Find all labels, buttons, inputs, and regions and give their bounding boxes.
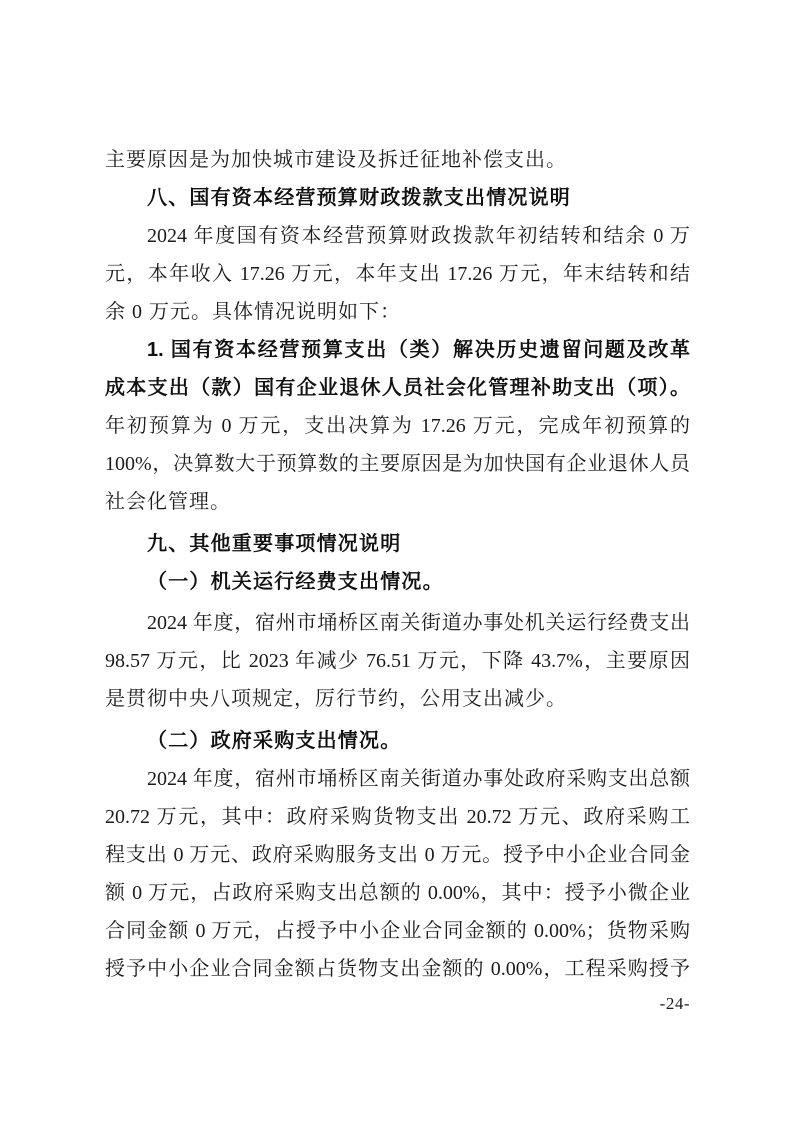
body-text-line: 98.57 万元，比 2023 年减少 76.51 万元，下降 43.7%，主要原因: [105, 650, 690, 672]
body-text-line: 20.72 万元，其中：政府采购货物支出 20.72 万元、政府采购工: [105, 806, 690, 828]
section-heading: 八、国有资本经营预算财政拨款支出情况说明: [147, 187, 571, 209]
body-text-line: 是贯彻中央八项规定，厉行节约，公用支出减少。: [105, 688, 567, 710]
section-heading: 九、其他重要事项情况说明: [147, 533, 402, 555]
body-text-line: 授予中小企业合同金额占货物支出金额的 0.00%，工程采购授予: [105, 958, 690, 980]
body-text-line: 额 0 万元，占政府采购支出总额的 0.00%，其中：授予小微企业: [105, 882, 690, 904]
body-text-line: 年初预算为 0 万元，支出决算为 17.26 万元，完成年初预算的: [105, 415, 690, 437]
body-text-line: 合同金额 0 万元，占授予中小企业合同金额的 0.00%；货物采购: [105, 920, 690, 942]
subsection-heading: （二）政府采购支出情况。: [147, 730, 402, 752]
body-text-line: 元，本年收入 17.26 万元，本年支出 17.26 万元，年末结转和结: [105, 263, 690, 285]
body-text-line: 2024 年度国有资本经营预算财政拨款年初结转和结余 0 万: [147, 225, 690, 247]
body-text-line: 主要原因是为加快城市建设及拆迁征地补偿支出。: [105, 149, 567, 171]
page-number: -24-: [659, 994, 690, 1013]
body-text-line: 余 0 万元。具体情况说明如下：: [105, 301, 401, 323]
body-text-line: 2024 年度，宿州市埇桥区南关街道办事处机关运行经费支出: [147, 612, 690, 634]
body-text-line: 100%，决算数大于预算数的主要原因是为加快国有企业退休人员: [105, 453, 690, 475]
subsection-heading: 1. 国有资本经营预算支出（类）解决历史遗留问题及改革: [147, 339, 690, 361]
subsection-heading: 成本支出（款）国有企业退休人员社会化管理补助支出（项）。: [105, 377, 690, 399]
body-text-line: 社会化管理。: [105, 491, 231, 513]
document-text-block: [105, 141, 690, 988]
subsection-heading: （一）机关运行经费支出情况。: [147, 571, 444, 593]
body-text-line: 2024 年度，宿州市埇桥区南关街道办事处政府采购支出总额: [147, 768, 690, 790]
body-text-line: 程支出 0 万元、政府采购服务支出 0 万元。授予中小企业合同金: [105, 844, 690, 866]
